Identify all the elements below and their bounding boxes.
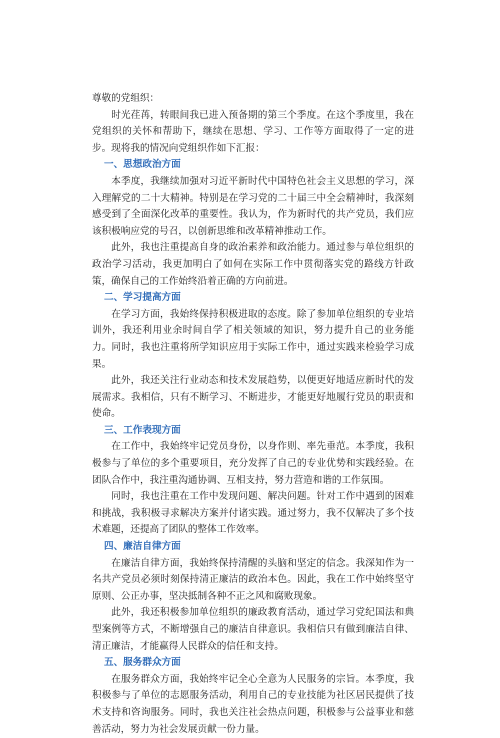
salutation: 尊敬的党组织： <box>92 93 160 104</box>
section-heading-study: 二、学习提高方面 <box>104 292 181 304</box>
work-paragraph-2: 同时，我也注重在工作中发现问题、解决问题。针对工作中遇到的困难和挑战，我积极寻求解决方案并付诸实践。通过努力，我不仅解决了多个技术难题，还提高了团队的整体工作效率。 <box>92 491 414 536</box>
section-heading-ideology: 一、思想政治方面 <box>104 159 181 171</box>
ideology-paragraph-1: 本季度，我继续加强对习近平新时代中国特色社会主义思想的学习，深入理解党的二十大精神。特别是在学习党的二十届三中全会精神时，我深刻感受到了全面深化改革的重要性。我认为，作为新时代的共产党员，我们应该积极响应党的号召，以创新思维和改革精神推动工作。 <box>92 175 414 237</box>
study-paragraph-1: 在学习方面，我始终保持积极进取的态度。除了参加单位组织的专业培训外，我还利用业余时间自学了相关领域的知识，努力提升自己的业务能力。同时，我也注重将所学知识应用于实际工作中，通过实践来检验学习成果。 <box>92 308 414 370</box>
integrity-paragraph-1: 在廉洁自律方面，我始终保持清醒的头脑和坚定的信念。我深知作为一名共产党员必须时刻保持清正廉洁的政治本色。因此，我在工作中始终坚守原则、公正办事，坚决抵制各种不正之风和腐败现象。 <box>92 557 414 602</box>
service-paragraph-1: 在服务群众方面，我始终牢记全心全意为人民服务的宗旨。本季度，我积极参与了单位的志愿服务活动，利用自己的专业技能为社区居民提供了技术支持和咨询服务。同时，我也关注社会热点问题，积极参与公益事业和慈善活动，努力为社会发展贡献一份力量。 <box>92 673 414 735</box>
thought-report-document <box>92 91 414 738</box>
section-heading-work: 三、工作表现方面 <box>104 424 181 436</box>
section-heading-integrity: 四、廉洁自律方面 <box>104 541 181 553</box>
study-paragraph-2: 此外，我还关注行业动态和技术发展趋势，以便更好地适应新时代的发展需求。我相信，只有不断学习、不断进步，才能更好地履行党员的职责和使命。 <box>92 375 414 420</box>
section-heading-service: 五、服务群众方面 <box>104 657 181 669</box>
ideology-paragraph-2: 此外，我也注重提高自身的政治素养和政治能力。通过参与单位组织的政治学习活动，我更加明白了如何在实际工作中贯彻落实党的路线方针政策，确保自己的工作始终沿着正确的方向前进。 <box>92 242 414 287</box>
intro-paragraph: 时光荏苒，转眼间我已进入预备期的第三个季度。在这个季度里，我在党组织的关怀和帮助下，继续在思想、学习、工作等方面取得了一定的进步。现将我的情况向党组织作如下汇报： <box>92 109 414 154</box>
work-paragraph-1: 在工作中，我始终牢记党员身份，以身作则、率先垂范。本季度，我积极参与了单位的多个重要项目，充分发挥了自己的专业优势和实践经验。在团队合作中，我注重沟通协调、互相支持，努力营造和谐的工作氛围。 <box>92 441 414 486</box>
integrity-paragraph-2: 此外，我还积极参加单位组织的廉政教育活动，通过学习党纪国法和典型案例等方式，不断增强自己的廉洁自律意识。我相信只有做到廉洁自律、清正廉洁，才能赢得人民群众的信任和支持。 <box>92 607 414 652</box>
